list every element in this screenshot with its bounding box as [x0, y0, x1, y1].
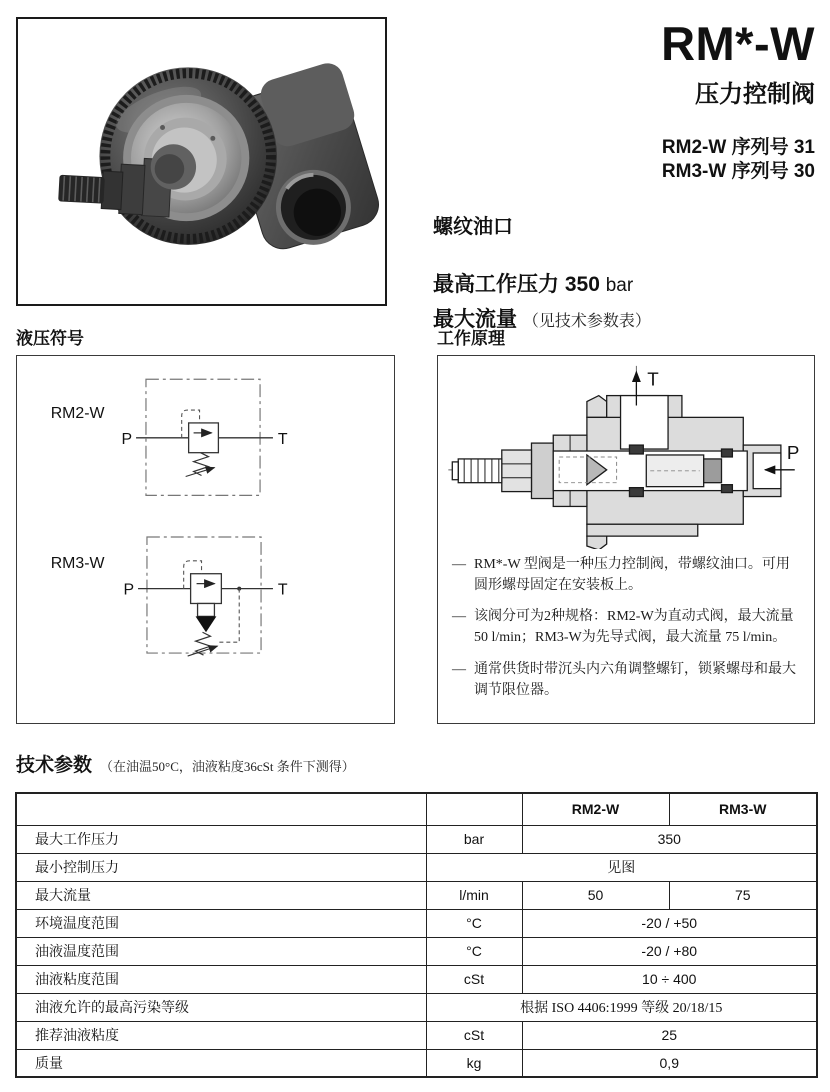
row-value: 10 ÷ 400: [522, 965, 817, 993]
table-row: [16, 965, 817, 993]
table-row: [16, 993, 817, 1021]
row-label: 油液温度范围: [16, 937, 426, 965]
bullet-dash: —: [452, 661, 466, 677]
hydraulic-symbols-heading: 液压符号: [16, 329, 84, 348]
row-label: 推荐油液粘度: [16, 1021, 426, 1049]
working-principle-box: [437, 355, 815, 724]
row-value: 根据 ISO 4406:1999 等级 20/18/15: [426, 993, 817, 1021]
row-label: 油液允许的最高污染等级: [16, 993, 426, 1021]
p-port-label: P: [786, 441, 800, 463]
row-unit: °C: [426, 909, 522, 937]
row-unit: cSt: [426, 965, 522, 993]
valve-cross-section: [438, 356, 813, 549]
max-pressure-unit: bar: [605, 275, 634, 296]
symbol-rm3w: [51, 537, 288, 656]
row-unit: kg: [426, 1049, 522, 1077]
row-value: 见图: [426, 853, 817, 881]
principle-bullets: [452, 555, 802, 701]
tech-params-note: （在油温50°C，油液粘度36cSt 条件下测得）: [100, 759, 355, 774]
symbol-rm3w-port-t: T: [277, 581, 288, 599]
table-row: [16, 1021, 817, 1049]
bullet-text: RM*-W 型阀是一种压力控制阀，带螺纹油口。可用圆形螺母固定在安装板上。: [474, 557, 790, 593]
bullet-item: [452, 555, 802, 596]
table-row: [16, 881, 817, 909]
table-row: [16, 825, 817, 853]
symbol-rm3w-label: RM3-W: [50, 554, 105, 572]
table-row: [16, 1049, 817, 1077]
symbol-rm3w-port-p: P: [123, 581, 135, 599]
row-label: 最大流量: [16, 881, 426, 909]
series-list: [661, 136, 815, 184]
page-title: RM*-W: [661, 17, 815, 70]
header-unit-cell: [426, 793, 522, 825]
row-unit: l/min: [426, 881, 522, 909]
row-value: -20 / +80: [522, 937, 817, 965]
row-label: 油液粘度范围: [16, 965, 426, 993]
symbol-rm2w-port-t: T: [277, 430, 288, 448]
symbol-rm2w: [51, 379, 288, 495]
product-photo: [18, 19, 385, 304]
row-unit: cSt: [426, 1021, 522, 1049]
bullet-text: 该阀分可为2种规格：RM2-W为直动式阀，最大流量50 l/min；RM3-W为先导式阀，最大流量 75 l/min。: [474, 609, 794, 646]
symbol-rm2w-port-p: P: [121, 430, 133, 448]
bullet-text: 通常供货时带沉头内六角调整螺钉，锁紧螺母和最大调节限位器。: [474, 661, 796, 698]
symbol-rm2w-label: RM2-W: [50, 404, 105, 422]
product-photo-frame: [16, 17, 387, 306]
header-empty-cell: [16, 793, 426, 825]
table-row: [16, 853, 817, 881]
bullet-item: [452, 607, 802, 648]
tech-params-title: 技术参数: [16, 755, 93, 776]
port-type-label: 螺纹油口: [433, 216, 513, 238]
intro-block: [433, 210, 651, 333]
max-pressure-value: 350: [564, 273, 600, 296]
body-section: [452, 396, 781, 549]
table-row: [16, 937, 817, 965]
row-label: 最小控制压力: [16, 853, 426, 881]
bullet-dash: —: [452, 557, 466, 572]
series-line-rm2w: RM2-W 序列号 31: [661, 137, 815, 158]
row-value: 25: [522, 1021, 817, 1049]
max-flow-note: （见技术参数表）: [522, 313, 651, 330]
row-label: 环境温度范围: [16, 909, 426, 937]
hydraulic-symbols-diagram: [17, 356, 393, 722]
tech-params-table: [15, 792, 818, 1078]
hydraulic-symbols-box: [16, 355, 395, 724]
row-value: 350: [522, 825, 817, 853]
series-line-rm3w: RM3-W 序列号 30: [661, 161, 815, 182]
max-pressure-line: [433, 268, 651, 298]
tech-params-heading: [16, 750, 355, 777]
row-label: 质量: [16, 1049, 426, 1077]
working-principle-heading: 工作原理: [437, 329, 505, 348]
title-block: [661, 17, 815, 184]
header-col-rm2w: RM2-W: [522, 793, 669, 825]
table-header-row: [16, 793, 817, 825]
t-port-label: T: [647, 368, 659, 390]
row-value: -20 / +50: [522, 909, 817, 937]
page-subtitle: 压力控制阀: [695, 81, 815, 108]
row-label: 最大工作压力: [16, 825, 426, 853]
row-unit: °C: [426, 937, 522, 965]
row-value-rm2w: 50: [522, 881, 669, 909]
max-pressure-label: 最高工作压力: [433, 273, 559, 296]
bullet-dash: —: [452, 609, 466, 625]
bullet-item: [452, 660, 802, 701]
max-flow-label: 最大流量: [433, 308, 517, 331]
row-value-rm3w: 75: [669, 881, 817, 909]
row-unit: bar: [426, 825, 522, 853]
header-col-rm3w: RM3-W: [669, 793, 817, 825]
table-row: [16, 909, 817, 937]
row-value: 0,9: [522, 1049, 817, 1077]
